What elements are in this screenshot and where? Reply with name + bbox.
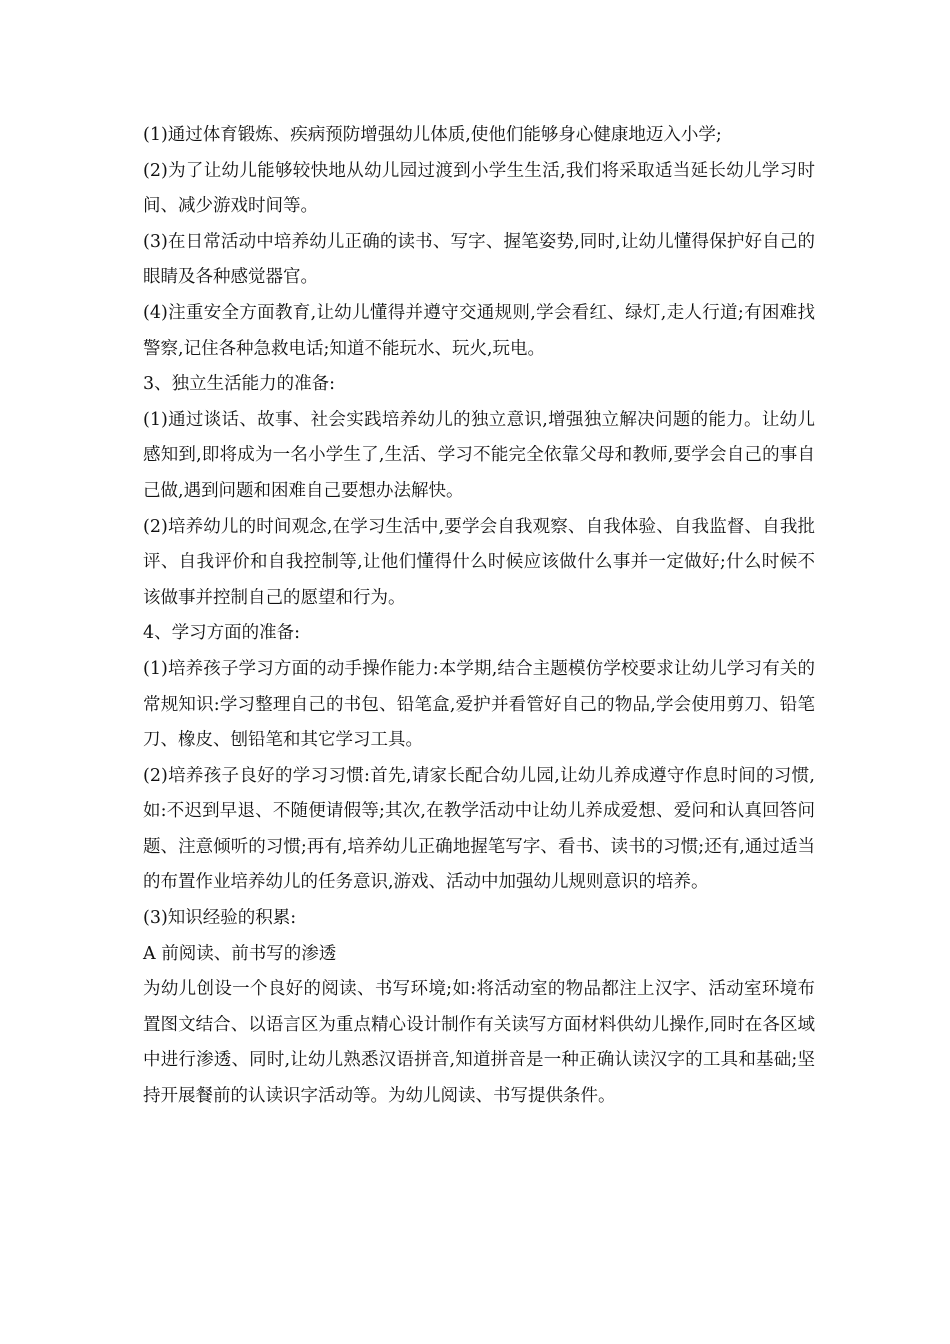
paragraph-independence-2: (2)培养幼儿的时间观念,在学习生活中,要学会自我观察、自我体验、自我监督、自我批评、自我评价和自我控制等,让他们懂得什么时候应该做什么事并一定做好;什么时候不该做事并控制自己的愿望和行为。 (143, 516, 815, 608)
paragraph-independence-1: (1)通过谈话、故事、社会实践培养幼儿的独立意识,增强独立解决问题的能力。让幼儿感知到,即将成为一名小学生了,生活、学习不能完全依靠父母和教师,要学会自己的事自己做,遇到问题和困难自己要想办法解快。 (143, 409, 815, 501)
paragraph-health-1: (1)通过体育锻炼、疾病预防增强幼儿体质,使他们能够身心健康地迈入小学; (143, 125, 722, 145)
subheading-knowledge: (3)知识经验的积累: (143, 908, 297, 929)
paragraph-health-3: (3)在日常活动中培养幼儿正确的读书、写字、握笔姿势,同时,让幼儿懂得保护好自己的眼睛及各种感觉器官。 (143, 231, 815, 288)
subheading-reading-writing: A 前阅读、前书写的渗透 (143, 943, 337, 964)
section-heading-3: 3、独立生活能力的准备: (143, 374, 336, 395)
paragraph-study-1: (1)培养孩子学习方面的动手操作能力:本学期,结合主题模仿学校要求让幼儿学习有关的常规知识:学习整理自己的书包、铅笔盒,爱护并看管好自己的物品,学会使用剪刀、铅笔刀、橡皮、刨铅笔和其它学习工具。 (143, 658, 815, 751)
paragraph-environment: 为幼儿创设一个良好的阅读、书写环境;如:将活动室的物品都注上汉字、活动室环境布置图文结合、以语言区为重点精心设计制作有关读写方面材料供幼儿操作,同时在各区域中进行渗透、同时,让幼儿熟悉汉语拼音,知道拼音是一种正确认读汉字的工具和基础;坚持开展餐前的认读识字活动等。为幼儿阅读、书写提供条件。 (143, 979, 815, 1107)
paragraph-health-2: (2)为了让幼儿能够较快地从幼儿园过渡到小学生生活,我们将采取适当延长幼儿学习时间、减少游戏时间等。 (143, 160, 815, 217)
paragraph-study-2: (2)培养孩子良好的学习习惯:首先,请家长配合幼儿园,让幼儿养成遵守作息时间的习惯,如:不迟到早退、不随便请假等;其次,在教学活动中让幼儿养成爱想、爱问和认真回答问题、注意倾听的习惯;再有,培养幼儿正确地握笔写字、看书、读书的习惯;还有,通过适当的布置作业培养幼儿的任务意识,游戏、活动中加强幼儿规则意识的培养。 (143, 765, 815, 893)
paragraph-health-4: (4)注重安全方面教育,让幼儿懂得并遵守交通规则,学会看红、绿灯,走人行道;有困难找警察,记住各种急救电话;知道不能玩水、玩火,玩电。 (143, 302, 815, 359)
document-body (143, 118, 815, 1115)
section-heading-4: 4、学习方面的准备: (143, 623, 301, 644)
